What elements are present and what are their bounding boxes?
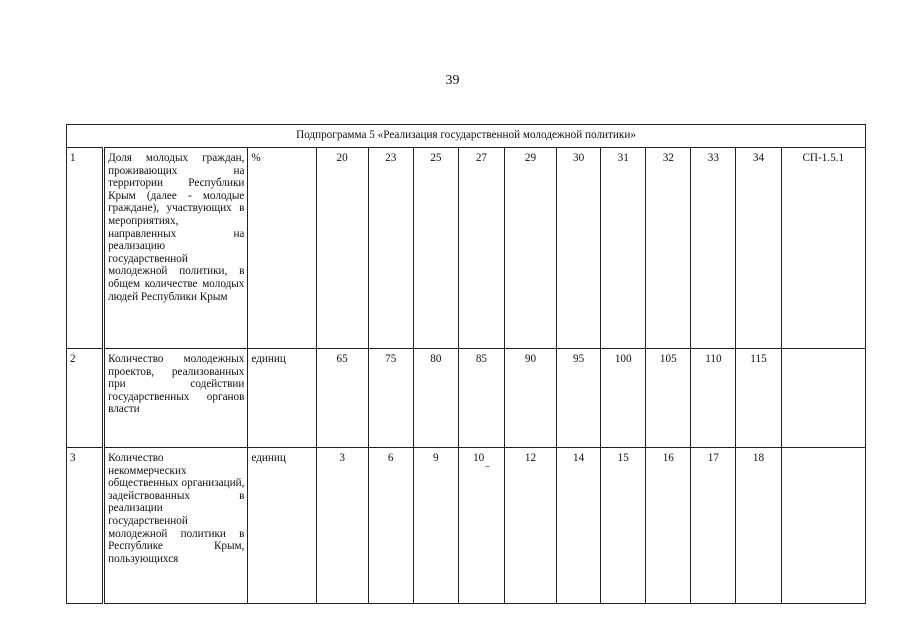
unit-cell: единиц bbox=[248, 448, 316, 604]
value-text: 10 bbox=[473, 452, 485, 464]
value-cell: 14 bbox=[557, 448, 601, 604]
indicators-table bbox=[66, 124, 866, 604]
value-cell: 6 bbox=[368, 448, 413, 604]
code-cell: СП-1.5.1 bbox=[781, 148, 865, 349]
value-cell: 33 bbox=[691, 148, 736, 349]
unit-cell: единиц bbox=[248, 349, 316, 448]
code-cell bbox=[781, 448, 865, 604]
value-cell: 95 bbox=[557, 349, 601, 448]
table-row bbox=[67, 148, 866, 349]
value-cell: 9 bbox=[413, 448, 458, 604]
stray-mark: _ bbox=[485, 458, 490, 468]
table-row bbox=[67, 448, 866, 604]
value-cell: 32 bbox=[646, 148, 691, 349]
value-cell: 12 bbox=[504, 448, 556, 604]
value-cell: 100 bbox=[601, 349, 646, 448]
value-cell: 20 bbox=[316, 148, 368, 349]
value-cell: 80 bbox=[413, 349, 458, 448]
row-number: 2 bbox=[67, 349, 104, 448]
value-cell: 105 bbox=[646, 349, 691, 448]
page-number: 39 bbox=[445, 73, 460, 88]
value-cell: 29 bbox=[504, 148, 556, 349]
table-row bbox=[67, 349, 866, 448]
value-cell: 34 bbox=[736, 148, 781, 349]
indicator-name: Доля молодых граждан, проживающих на территории Республики Крым (далее - молодые граждане), участвующих в мероприятиях, направленных на реализацию государственной молодежной политики, в общем количестве молодых людей Республики Крым bbox=[104, 148, 248, 349]
code-cell bbox=[781, 349, 865, 448]
value-cell: 115 bbox=[736, 349, 781, 448]
value-cell: 18 bbox=[736, 448, 781, 604]
subprogram-header-row bbox=[67, 125, 866, 148]
value-cell: 3 bbox=[316, 448, 368, 604]
value-cell bbox=[458, 448, 504, 604]
value-cell: 90 bbox=[504, 349, 556, 448]
value-cell: 25 bbox=[413, 148, 458, 349]
row-number: 1 bbox=[67, 148, 104, 349]
subprogram-title: Подпрограмма 5 «Реализация государственной молодежной политики» bbox=[67, 125, 866, 148]
indicator-name: Количество молодежных проектов, реализованных при содействии государственных органов власти bbox=[104, 349, 248, 448]
value-cell: 30 bbox=[557, 148, 601, 349]
value-cell: 110 bbox=[691, 349, 736, 448]
value-cell: 85 bbox=[458, 349, 504, 448]
value-cell: 15 bbox=[601, 448, 646, 604]
value-cell: 27 bbox=[458, 148, 504, 349]
value-cell: 75 bbox=[368, 349, 413, 448]
value-cell: 17 bbox=[691, 448, 736, 604]
value-cell: 65 bbox=[316, 349, 368, 448]
value-cell: 31 bbox=[601, 148, 646, 349]
row-number: 3 bbox=[67, 448, 104, 604]
value-cell: 23 bbox=[368, 148, 413, 349]
indicator-name: Количество некоммерческих общественных организаций, задействованных в реализации государственной молодежной политики в Республике Крым, пользующихся bbox=[104, 448, 248, 604]
unit-cell: % bbox=[248, 148, 316, 349]
value-cell: 16 bbox=[646, 448, 691, 604]
